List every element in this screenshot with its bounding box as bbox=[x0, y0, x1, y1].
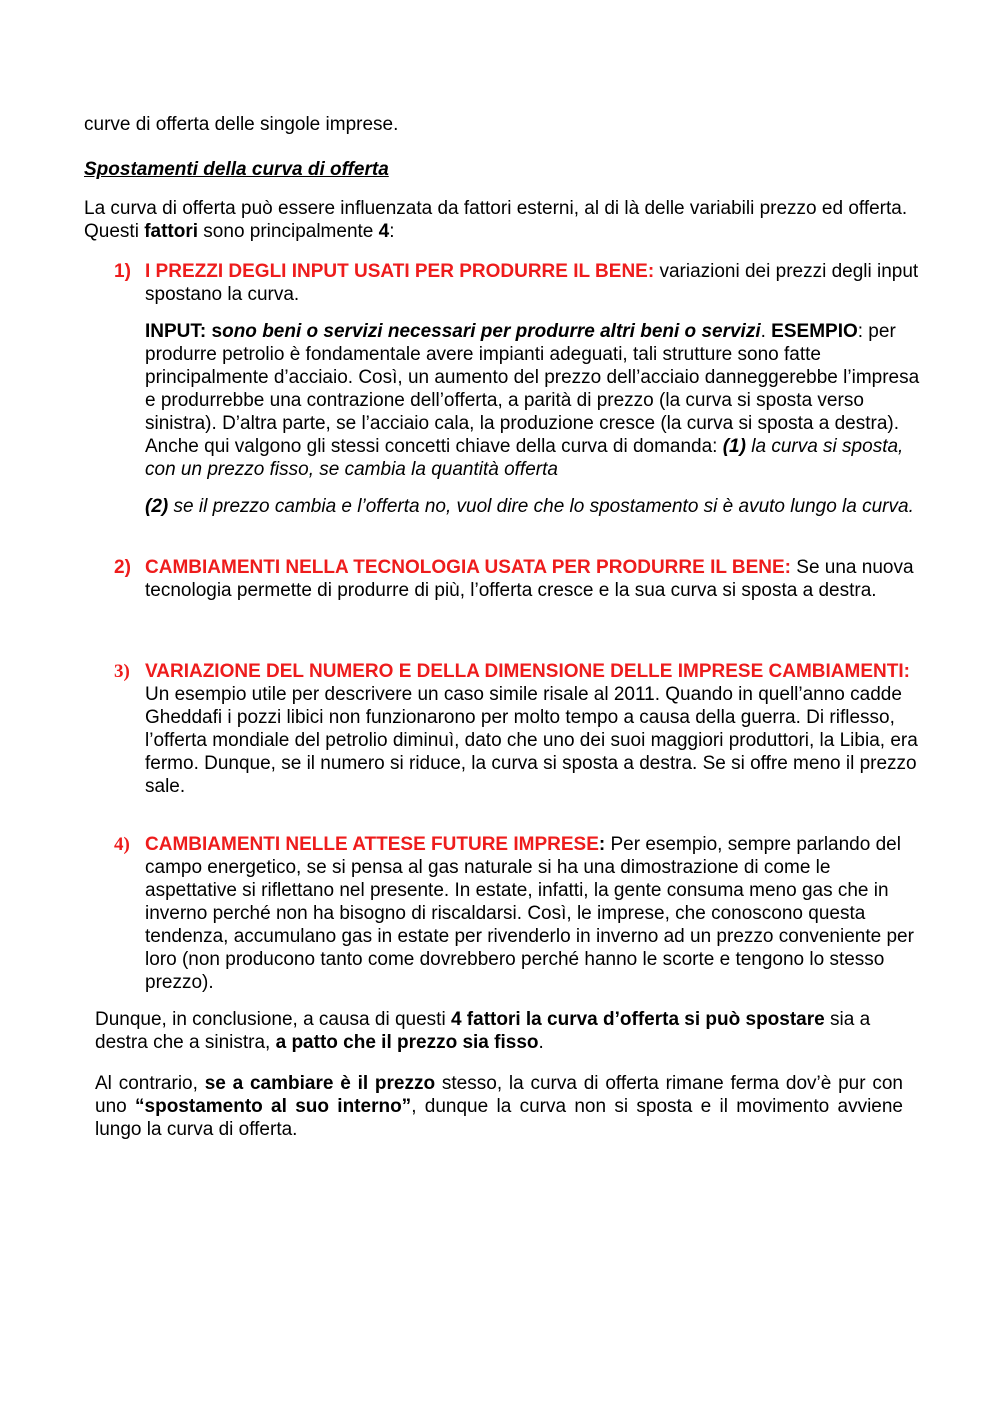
list-item-2: CAMBIAMENTI NELLA TECNOLOGIA USATA PER PRODURRE IL BENE: Se una nuova tecnologia permette di produrre di più, l’offerta cresce e la sua curva si sposta a destra. bbox=[145, 557, 914, 601]
input-definition-paragraph: INPUT: sono beni o servizi necessari per produrre altri beni o servizi. ESEMPIO: per produrre petrolio è fondamentale avere impianti adeguati, tali strutture sono fatte principalmente d’acciaio. Così, un aumento del prezzo dell’acciaio danneggerebbe l’impresa e produrrebbe una contrazione dell’offerta, a parità di prezzo (la curva si sposta verso sinistra). D’altra parte, se l’acciaio cala, la produzione cresce (la curva si sposta a destra). Anche qui valgono gli stessi concetti chiave della curva di domanda: (1) la curva si sposta, con un prezzo fisso, se cambia la quantità offerta bbox=[145, 321, 920, 480]
list-number-2: 2) bbox=[114, 557, 131, 578]
contrary-paragraph: Al contrario, se a cambiare è il prezzo stesso, la curva di offerta rimane ferma dov’è pur con uno “spostamento al suo interno”, dunque la curva non si sposta e il movimento avviene lungo la curva di offerta. bbox=[95, 1073, 903, 1140]
section-title: Spostamenti della curva di offerta bbox=[84, 159, 389, 180]
list-number-3: 3) bbox=[114, 661, 130, 682]
list-number-1: 1) bbox=[114, 261, 131, 282]
item-1-title: I PREZZI DEGLI INPUT USATI PER PRODURRE IL BENE: bbox=[145, 261, 655, 282]
item-2-title: CAMBIAMENTI NELLA TECNOLOGIA USATA PER PRODURRE IL BENE: bbox=[145, 557, 791, 578]
list-number-4: 4) bbox=[114, 834, 130, 855]
item-4-title: CAMBIAMENTI NELLE ATTESE FUTURE IMPRESE bbox=[145, 834, 599, 855]
list-item-4: CAMBIAMENTI NELLE ATTESE FUTURE IMPRESE: Per esempio, sempre parlando del campo energetico, se si pensa al gas naturale si ha una dimostrazione di come le aspettative si riflettano nel presente. In estate, infatti, la gente consuma meno gas che in inverno perché non ha bisogno di riscaldarsi. Così, le imprese, che conoscono questa tendenza, accumulano gas in estate per rivenderlo in inverno ad un prezzo conveniente per loro (non producono tanto come dovrebbero perché hanno le scorte e tengono lo stesso prezzo). bbox=[145, 834, 914, 993]
conclusion-paragraph: Dunque, in conclusione, a causa di questi 4 fattori la curva d’offerta si può spostare sia a destra che a sinistra, a patto che il prezzo sia fisso. bbox=[95, 1009, 871, 1053]
item-3-title: VARIAZIONE DEL NUMERO E DELLA DIMENSIONE DELLE IMPRESE CAMBIAMENTI: bbox=[145, 661, 910, 682]
list-item-3: VARIAZIONE DEL NUMERO E DELLA DIMENSIONE DELLE IMPRESE CAMBIAMENTI: Un esempio utile per descrivere un caso simile risale al 2011. Quando in quell’anno cadde Gheddafi i pozzi libici non funzionarono per molto tempo a causa della guerra. Di riflesso, l’offerta mondiale del petrolio diminuì, dato che uno dei suoi maggiori produttori, la Libia, era fermo. Dunque, se il numero si riduce, la curva si sposta a destra. Se si offre meno il prezzo sale. bbox=[145, 661, 918, 797]
point-2-paragraph: (2) se il prezzo cambia e l’offerta no, vuol dire che lo spostamento si è avuto lungo la curva. bbox=[145, 496, 914, 517]
list-item-1: I PREZZI DEGLI INPUT USATI PER PRODURRE IL BENE: variazioni dei prezzi degli input spostano la curva. bbox=[145, 261, 919, 305]
intro-fragment: curve di offerta delle singole imprese. bbox=[84, 114, 399, 135]
intro-paragraph: La curva di offerta può essere influenzata da fattori esterni, al di là delle variabili prezzo ed offerta. Questi fattori sono principalmente 4: bbox=[84, 198, 908, 242]
